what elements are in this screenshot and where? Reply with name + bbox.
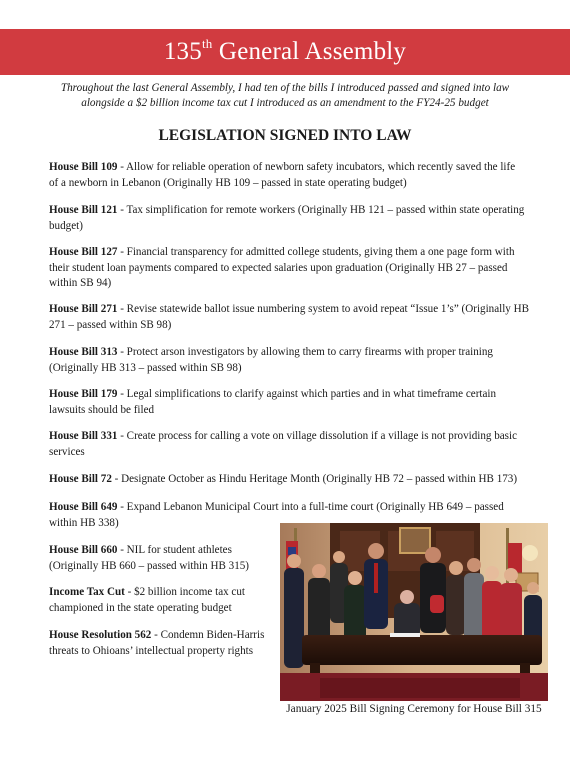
- bill-entry: [49, 472, 517, 488]
- bill-description: championed in the state operating budget: [49, 601, 232, 614]
- bill-description: - Financial transparency for admitted college students, giving them a one page form with: [117, 246, 515, 258]
- bill-name: House Bill 271: [49, 303, 118, 315]
- photo-illustration: [280, 523, 548, 701]
- bill-entry: [49, 203, 524, 234]
- bill-description: - Designate October as Hindu Heritage Month (Originally HB 72 – passed within HB 173): [111, 473, 518, 485]
- bill-description: - Legal simplifications to clarify against which parties and in what timeframe certain: [117, 388, 497, 400]
- bill-name: House Bill 121: [49, 204, 118, 216]
- bill-entry: [49, 302, 529, 333]
- ordinal-suffix: th: [201, 36, 213, 51]
- bill-description: - Tax simplification for remote workers (Originally HB 121 – passed within state operating: [117, 204, 525, 216]
- bill-name: House Bill 313: [49, 346, 118, 358]
- bill-entry: [49, 387, 496, 418]
- bill-description: - Expand Lebanon Municipal Court into a full-time court (Originally HB 649 – passed: [117, 501, 504, 513]
- bill-entry: [49, 345, 493, 376]
- bill-description: - Allow for reliable operation of newborn safety incubators, which recently saved the life: [117, 161, 516, 173]
- bill-description: - Protect arson investigators by allowing them to carry firearms with proper training: [117, 346, 493, 358]
- bill-description: within SB 94): [49, 277, 112, 289]
- bill-name: House Bill 179: [49, 388, 118, 400]
- bill-description: - Condemn Biden-Harris: [151, 629, 265, 641]
- bill-name: House Bill 72: [49, 473, 112, 485]
- bill-description: - Revise statewide ballot issue numbering system to avoid repeat “Issue 1’s” (Originally HB: [117, 303, 530, 315]
- bill-name: House Bill 127: [49, 246, 118, 258]
- bill-description: of a newborn in Lebanon (Originally HB 109 – passed in state operating budget): [49, 176, 407, 189]
- bill-entry: [49, 628, 264, 659]
- title-banner: [0, 29, 570, 75]
- bill-description: services: [49, 445, 85, 458]
- bill-entry: [49, 543, 249, 574]
- bill-entry: [49, 245, 515, 292]
- bill-description: 271 – passed within SB 98): [49, 318, 172, 331]
- bill-description: - Create process for calling a vote on village dissolution if a village is not providing basic: [117, 430, 518, 442]
- bill-entry: [49, 429, 517, 460]
- bill-description: - $2 billion income tax cut: [124, 586, 245, 598]
- section-heading: LEGISLATION SIGNED INTO LAW: [158, 127, 412, 144]
- bill-name: House Bill 331: [49, 430, 118, 442]
- bill-entry: [49, 160, 515, 191]
- bill-name: Income Tax Cut: [49, 586, 125, 598]
- bill-description: - NIL for student athletes: [117, 544, 232, 556]
- bill-name: House Bill 660: [49, 544, 118, 556]
- bill-description: (Originally HB 660 – passed within HB 315): [49, 559, 249, 572]
- bill-signing-photo: [280, 523, 548, 701]
- bill-description: budget): [49, 219, 83, 232]
- intro-line: Throughout the last General Assembly, I had ten of the bills I introduced passed and signed into law: [60, 82, 510, 94]
- bill-description: (Originally HB 313 – passed within SB 98): [49, 361, 242, 374]
- intro-text: [40, 81, 530, 111]
- page-title: [164, 38, 406, 66]
- bill-entry: [49, 585, 245, 616]
- photo-caption: January 2025 Bill Signing Ceremony for House Bill 315: [286, 703, 542, 715]
- bill-name: House Resolution 562: [49, 629, 152, 641]
- assembly-number: 135: [163, 38, 202, 65]
- bill-name: House Bill 649: [49, 501, 118, 513]
- bill-description: threats to Ohioans’ intellectual property rights: [49, 644, 254, 657]
- title-text: General Assembly: [212, 38, 407, 65]
- bill-description: within HB 338): [49, 516, 119, 529]
- bill-name: House Bill 109: [49, 161, 118, 173]
- intro-line: alongside a $2 billion income tax cut I introduced as an amendment to the FY24-25 budget: [81, 97, 489, 109]
- bill-description: their student loan payments compared to expected salaries upon graduation (Originally HB 27 – passed: [49, 261, 508, 274]
- bill-description: lawsuits should be filed: [49, 403, 155, 416]
